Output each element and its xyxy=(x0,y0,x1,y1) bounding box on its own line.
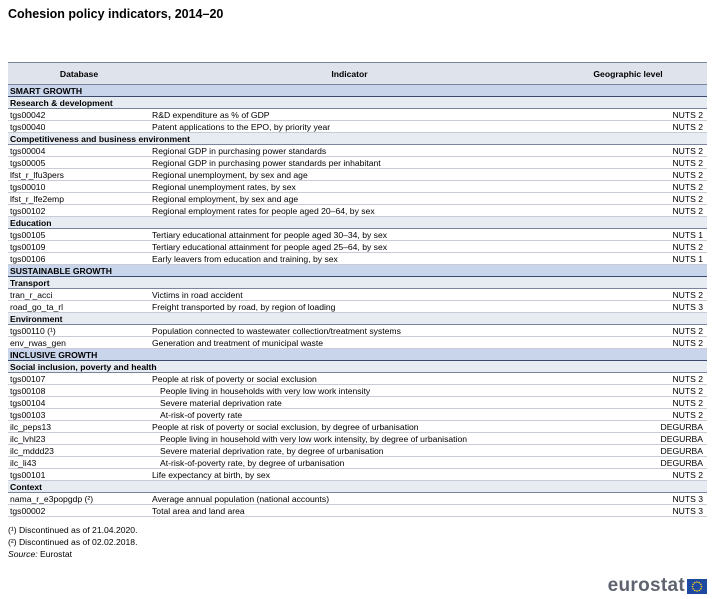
table-row xyxy=(8,157,707,169)
table-row xyxy=(8,433,707,445)
indicator-text: R&D expenditure as % of GDP xyxy=(152,109,270,120)
indicator-text: Regional employment rates for people aged 20–64, by sex xyxy=(152,205,375,216)
database-code: ilc_mddd23 xyxy=(8,445,150,457)
indicator-name xyxy=(150,421,549,433)
section-label: SMART GROWTH xyxy=(8,85,707,97)
database-code: tgs00110 (¹) xyxy=(8,325,150,337)
database-code: tgs00042 xyxy=(8,109,150,121)
geographic-level: NUTS 2 xyxy=(549,409,707,421)
subsection-label: Social inclusion, poverty and health xyxy=(8,361,707,373)
indicator-text: Generation and treatment of municipal waste xyxy=(152,337,324,348)
geographic-level: NUTS 3 xyxy=(549,505,707,517)
database-code: env_rwas_gen xyxy=(8,337,150,349)
database-code: tgs00103 xyxy=(8,409,150,421)
subsection-header-row xyxy=(8,97,707,109)
indicator-name xyxy=(150,469,549,481)
indicator-text: Severe material deprivation rate xyxy=(160,397,282,408)
indicator-text: People at risk of poverty or social exclusion xyxy=(152,373,317,384)
database-code: tgs00004 xyxy=(8,145,150,157)
table-row xyxy=(8,253,707,265)
table-row xyxy=(8,169,707,181)
indicator-text: Regional GDP in purchasing power standards xyxy=(152,145,327,156)
subsection-header-row xyxy=(8,313,707,325)
database-code: tgs00002 xyxy=(8,505,150,517)
table-row xyxy=(8,205,707,217)
footnote-2: (²) Discontinued as of 02.02.2018. xyxy=(8,537,138,547)
indicator-text: People at risk of poverty or social exclusion, by degree of urbanisation xyxy=(152,421,419,432)
database-code: tgs00005 xyxy=(8,157,150,169)
database-code: tgs00102 xyxy=(8,205,150,217)
table-row xyxy=(8,325,707,337)
subsection-label: Research & development xyxy=(8,97,707,109)
indicator-text: People living in households with very low work intensity xyxy=(160,385,371,396)
database-code: tgs00109 xyxy=(8,241,150,253)
indicator-text: Regional unemployment, by sex and age xyxy=(152,169,308,180)
geographic-level: NUTS 3 xyxy=(549,301,707,313)
table-row xyxy=(8,109,707,121)
indicator-name xyxy=(150,337,549,349)
indicator-name xyxy=(150,445,549,457)
geographic-level: NUTS 2 xyxy=(549,157,707,169)
indicator-text: Tertiary educational attainment for people aged 25–64, by sex xyxy=(152,241,388,252)
indicator-name xyxy=(150,181,549,193)
database-code: tgs00010 xyxy=(8,181,150,193)
database-code: tgs00106 xyxy=(8,253,150,265)
indicator-text: Life expectancy at birth, by sex xyxy=(152,469,270,480)
table-row xyxy=(8,229,707,241)
subsection-label: Transport xyxy=(8,277,707,289)
indicator-name xyxy=(150,373,549,385)
table-row xyxy=(8,145,707,157)
geographic-level: NUTS 2 xyxy=(549,397,707,409)
table-row xyxy=(8,445,707,457)
geographic-level: DEGURBA xyxy=(549,457,707,469)
column-header-geographic-level: Geographic level xyxy=(549,63,707,85)
table-row xyxy=(8,337,707,349)
column-header-database: Database xyxy=(8,63,150,85)
geographic-level: NUTS 2 xyxy=(549,469,707,481)
section-header-row xyxy=(8,85,707,97)
indicator-text: At-risk-of poverty rate xyxy=(160,409,243,420)
indicators-table xyxy=(8,62,707,517)
footnotes xyxy=(8,524,137,560)
table-row xyxy=(8,373,707,385)
geographic-level: NUTS 2 xyxy=(549,109,707,121)
geographic-level: NUTS 2 xyxy=(549,289,707,301)
indicator-name xyxy=(150,121,549,133)
eurostat-logo xyxy=(608,575,707,597)
table-row xyxy=(8,181,707,193)
indicator-name xyxy=(150,145,549,157)
database-code: tgs00107 xyxy=(8,373,150,385)
indicator-text: Tertiary educational attainment for people aged 30–34, by sex xyxy=(152,229,388,240)
database-code: ilc_lvhl23 xyxy=(8,433,150,445)
geographic-level: NUTS 1 xyxy=(549,253,707,265)
indicator-name xyxy=(150,205,549,217)
column-header-indicator: Indicator xyxy=(150,63,549,85)
table-row xyxy=(8,397,707,409)
subsection-header-row xyxy=(8,217,707,229)
table-row xyxy=(8,241,707,253)
geographic-level: NUTS 2 xyxy=(549,145,707,157)
indicator-name xyxy=(150,241,549,253)
subsection-label: Education xyxy=(8,217,707,229)
subsection-label: Competitiveness and business environment xyxy=(8,133,707,145)
geographic-level: NUTS 2 xyxy=(549,373,707,385)
indicator-name xyxy=(150,409,549,421)
indicator-text: Patent applications to the EPO, by priority year xyxy=(152,121,331,132)
indicator-name xyxy=(150,493,549,505)
database-code: lfst_r_lfe2emp xyxy=(8,193,150,205)
indicator-text: Average annual population (national accounts) xyxy=(152,493,330,504)
indicator-text: People living in household with very low work intensity, by degree of urbanisation xyxy=(160,433,467,444)
geographic-level: NUTS 2 xyxy=(549,193,707,205)
database-code: nama_r_e3popgdp (²) xyxy=(8,493,150,505)
database-code: ilc_li43 xyxy=(8,457,150,469)
eu-flag-icon xyxy=(687,579,707,594)
table-body xyxy=(8,85,707,517)
indicator-name xyxy=(150,397,549,409)
geographic-level: NUTS 2 xyxy=(549,385,707,397)
indicator-name xyxy=(150,229,549,241)
geographic-level: NUTS 3 xyxy=(549,493,707,505)
indicator-name xyxy=(150,109,549,121)
table-row xyxy=(8,469,707,481)
indicator-text: Regional GDP in purchasing power standards per inhabitant xyxy=(152,157,381,168)
table-row xyxy=(8,193,707,205)
table-row xyxy=(8,409,707,421)
indicator-text: Population connected to wastewater collection/treatment systems xyxy=(152,325,401,336)
indicator-name xyxy=(150,385,549,397)
geographic-level: NUTS 2 xyxy=(549,325,707,337)
table-row xyxy=(8,457,707,469)
section-label: INCLUSIVE GROWTH xyxy=(8,349,707,361)
indicator-text: At-risk-of-poverty rate, by degree of urbanisation xyxy=(160,457,345,468)
indicator-name xyxy=(150,433,549,445)
indicator-text: Severe material deprivation rate, by degree of urbanisation xyxy=(160,445,384,456)
indicator-name xyxy=(150,457,549,469)
table-row xyxy=(8,121,707,133)
section-header-row xyxy=(8,265,707,277)
table-row xyxy=(8,421,707,433)
subsection-header-row xyxy=(8,133,707,145)
table-row xyxy=(8,385,707,397)
table-row xyxy=(8,493,707,505)
geographic-level: DEGURBA xyxy=(549,445,707,457)
subsection-header-row xyxy=(8,277,707,289)
indicator-text: Regional employment, by sex and age xyxy=(152,193,299,204)
indicator-text: Freight transported by road, by region of loading xyxy=(152,301,336,312)
table-row xyxy=(8,289,707,301)
indicator-name xyxy=(150,253,549,265)
geographic-level: NUTS 2 xyxy=(549,337,707,349)
indicator-name xyxy=(150,289,549,301)
database-code: lfst_r_lfu3pers xyxy=(8,169,150,181)
database-code: tgs00105 xyxy=(8,229,150,241)
table-row xyxy=(8,505,707,517)
subsection-header-row xyxy=(8,481,707,493)
database-code: tran_r_acci xyxy=(8,289,150,301)
indicator-name xyxy=(150,169,549,181)
source-value: Eurostat xyxy=(40,549,73,559)
table-row xyxy=(8,301,707,313)
indicator-text: Regional unemployment rates, by sex xyxy=(152,181,296,192)
source-line xyxy=(8,548,137,560)
section-label: SUSTAINABLE GROWTH xyxy=(8,265,707,277)
subsection-label: Context xyxy=(8,481,707,493)
geographic-level: NUTS 1 xyxy=(549,229,707,241)
indicator-name xyxy=(150,325,549,337)
indicator-name xyxy=(150,505,549,517)
section-header-row xyxy=(8,349,707,361)
geographic-level: DEGURBA xyxy=(549,421,707,433)
database-code: road_go_ta_rl xyxy=(8,301,150,313)
indicator-text: Total area and land area xyxy=(152,505,245,516)
indicator-name xyxy=(150,301,549,313)
database-code: tgs00040 xyxy=(8,121,150,133)
geographic-level: NUTS 2 xyxy=(549,169,707,181)
subsection-label: Environment xyxy=(8,313,707,325)
indicator-name xyxy=(150,157,549,169)
subsection-header-row xyxy=(8,361,707,373)
database-code: tgs00104 xyxy=(8,397,150,409)
table-header-row xyxy=(8,63,707,85)
geographic-level: DEGURBA xyxy=(549,433,707,445)
database-code: tgs00108 xyxy=(8,385,150,397)
indicator-text: Victims in road accident xyxy=(152,289,243,300)
geographic-level: NUTS 2 xyxy=(549,205,707,217)
geographic-level: NUTS 2 xyxy=(549,181,707,193)
geographic-level: NUTS 2 xyxy=(549,241,707,253)
indicator-text: Early leavers from education and training, by sex xyxy=(152,253,338,264)
indicator-name xyxy=(150,193,549,205)
page-title: Cohesion policy indicators, 2014–20 xyxy=(8,7,224,21)
logo-text: eurostat xyxy=(607,575,685,596)
source-label: Source: xyxy=(8,549,38,559)
database-code: ilc_peps13 xyxy=(8,421,150,433)
footnote-1: (¹) Discontinued as of 21.04.2020. xyxy=(8,525,138,535)
database-code: tgs00101 xyxy=(8,469,150,481)
geographic-level: NUTS 2 xyxy=(549,121,707,133)
